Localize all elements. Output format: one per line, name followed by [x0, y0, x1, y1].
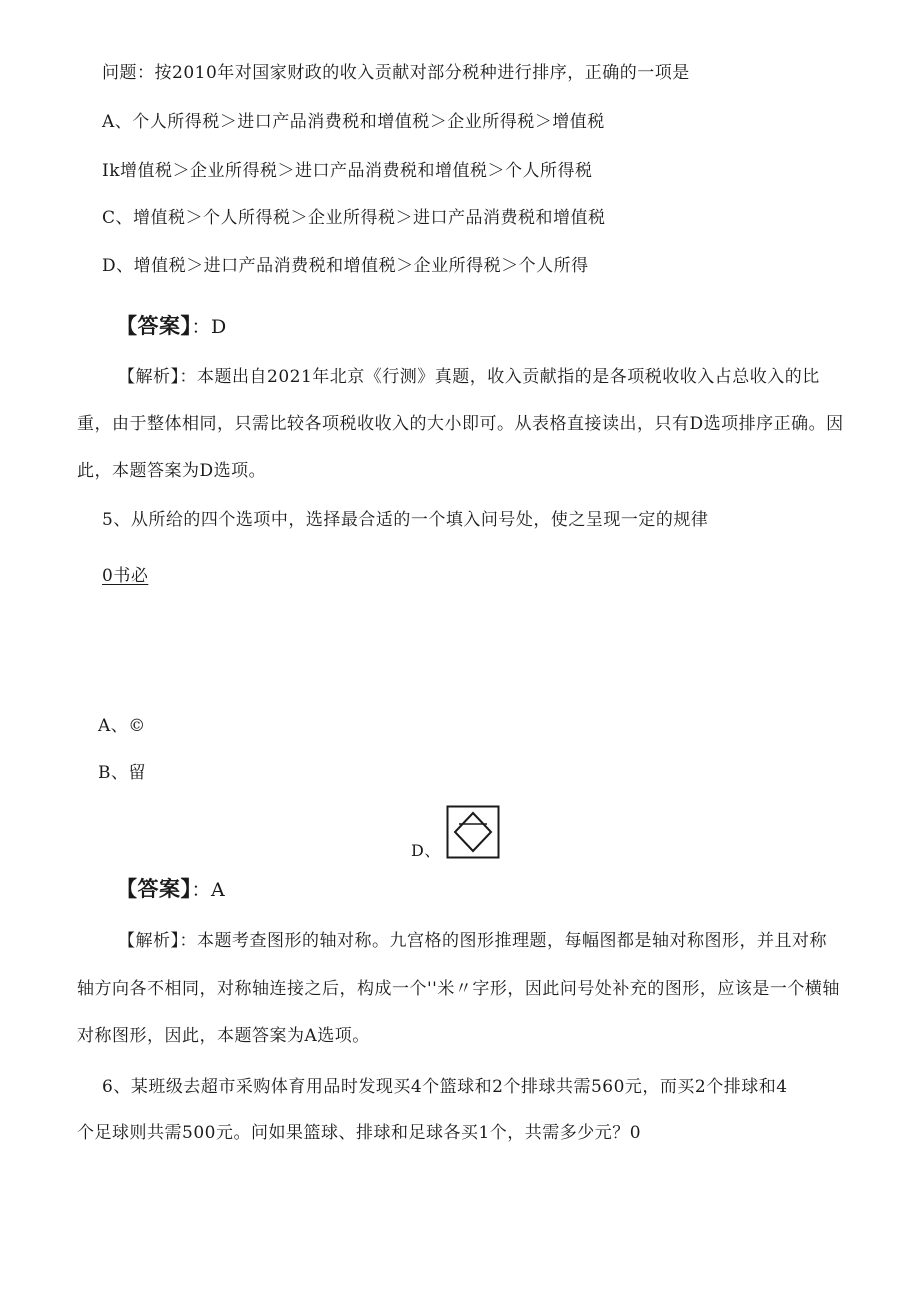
- q5-option-b: B、留: [98, 763, 146, 783]
- diamond-in-square-icon: [446, 805, 500, 859]
- q5-option-d: D、: [411, 841, 441, 860]
- q4-option-c: C、增值税＞个人所得税＞企业所得税＞进口产品消费税和增值税: [102, 208, 606, 228]
- q5-figure-text: 0书必: [102, 566, 149, 586]
- q4-option-d: D、增值税＞进口产品消费税和增值税＞企业所得税＞个人所得: [102, 256, 589, 276]
- q6-line-2: 个足球则共需500元。问如果篮球、排球和足球各买1个，共需多少元？0: [77, 1123, 642, 1143]
- q4-answer: [116, 315, 227, 339]
- q4-option-b: Ik增值税＞企业所得税＞进口产品消费税和增值税＞个人所得税: [102, 161, 593, 181]
- q4-answer-value: ：D: [191, 316, 227, 338]
- q6-line-1: 6、某班级去超市采购体育用品时发现买4个篮球和2个排球共需560元，而买2个排球和4: [102, 1077, 788, 1097]
- q4-answer-label: 【答案】: [116, 314, 192, 338]
- q5-answer-label: 【答案】: [116, 877, 192, 901]
- q5-option-a: A、©: [98, 716, 146, 736]
- diamond-figure: [446, 805, 500, 859]
- q5-answer-value: ：A: [191, 879, 226, 901]
- q5-analysis-line-2: 轴方向各不相同，对称轴连接之后，构成一个''米〃字形，因此问号处补充的图形，应该是一个横轴: [77, 979, 840, 999]
- q4-analysis-line-3: 此，本题答案为D选项。: [77, 461, 267, 481]
- q5-question: 5、从所给的四个选项中，选择最合适的一个填入问号处，使之呈现一定的规律: [102, 510, 709, 530]
- q5-answer: [116, 878, 225, 902]
- q4-option-a: A、个人所得税＞进口产品消费税和增值税＞企业所得税＞增值税: [102, 112, 605, 132]
- q4-analysis-line-2: 重，由于整体相同，只需比较各项税收收入的大小即可。从表格直接读出，只有D选项排序正确。因: [77, 414, 844, 434]
- q4-question: 问题：按2010年对国家财政的收入贡献对部分税种进行排序，正确的一项是: [102, 63, 690, 83]
- q5-analysis-line-3: 对称图形，因此，本题答案为A选项。: [77, 1026, 370, 1046]
- q4-analysis-line-1: 【解析】：本题出自2021年北京《行测》真题，收入贡献指的是各项税收收入占总收入的比: [118, 367, 820, 387]
- q5-analysis-line-1: 【解析】：本题考查图形的轴对称。九宫格的图形推理题，每幅图都是轴对称图形，并且对称: [118, 931, 827, 951]
